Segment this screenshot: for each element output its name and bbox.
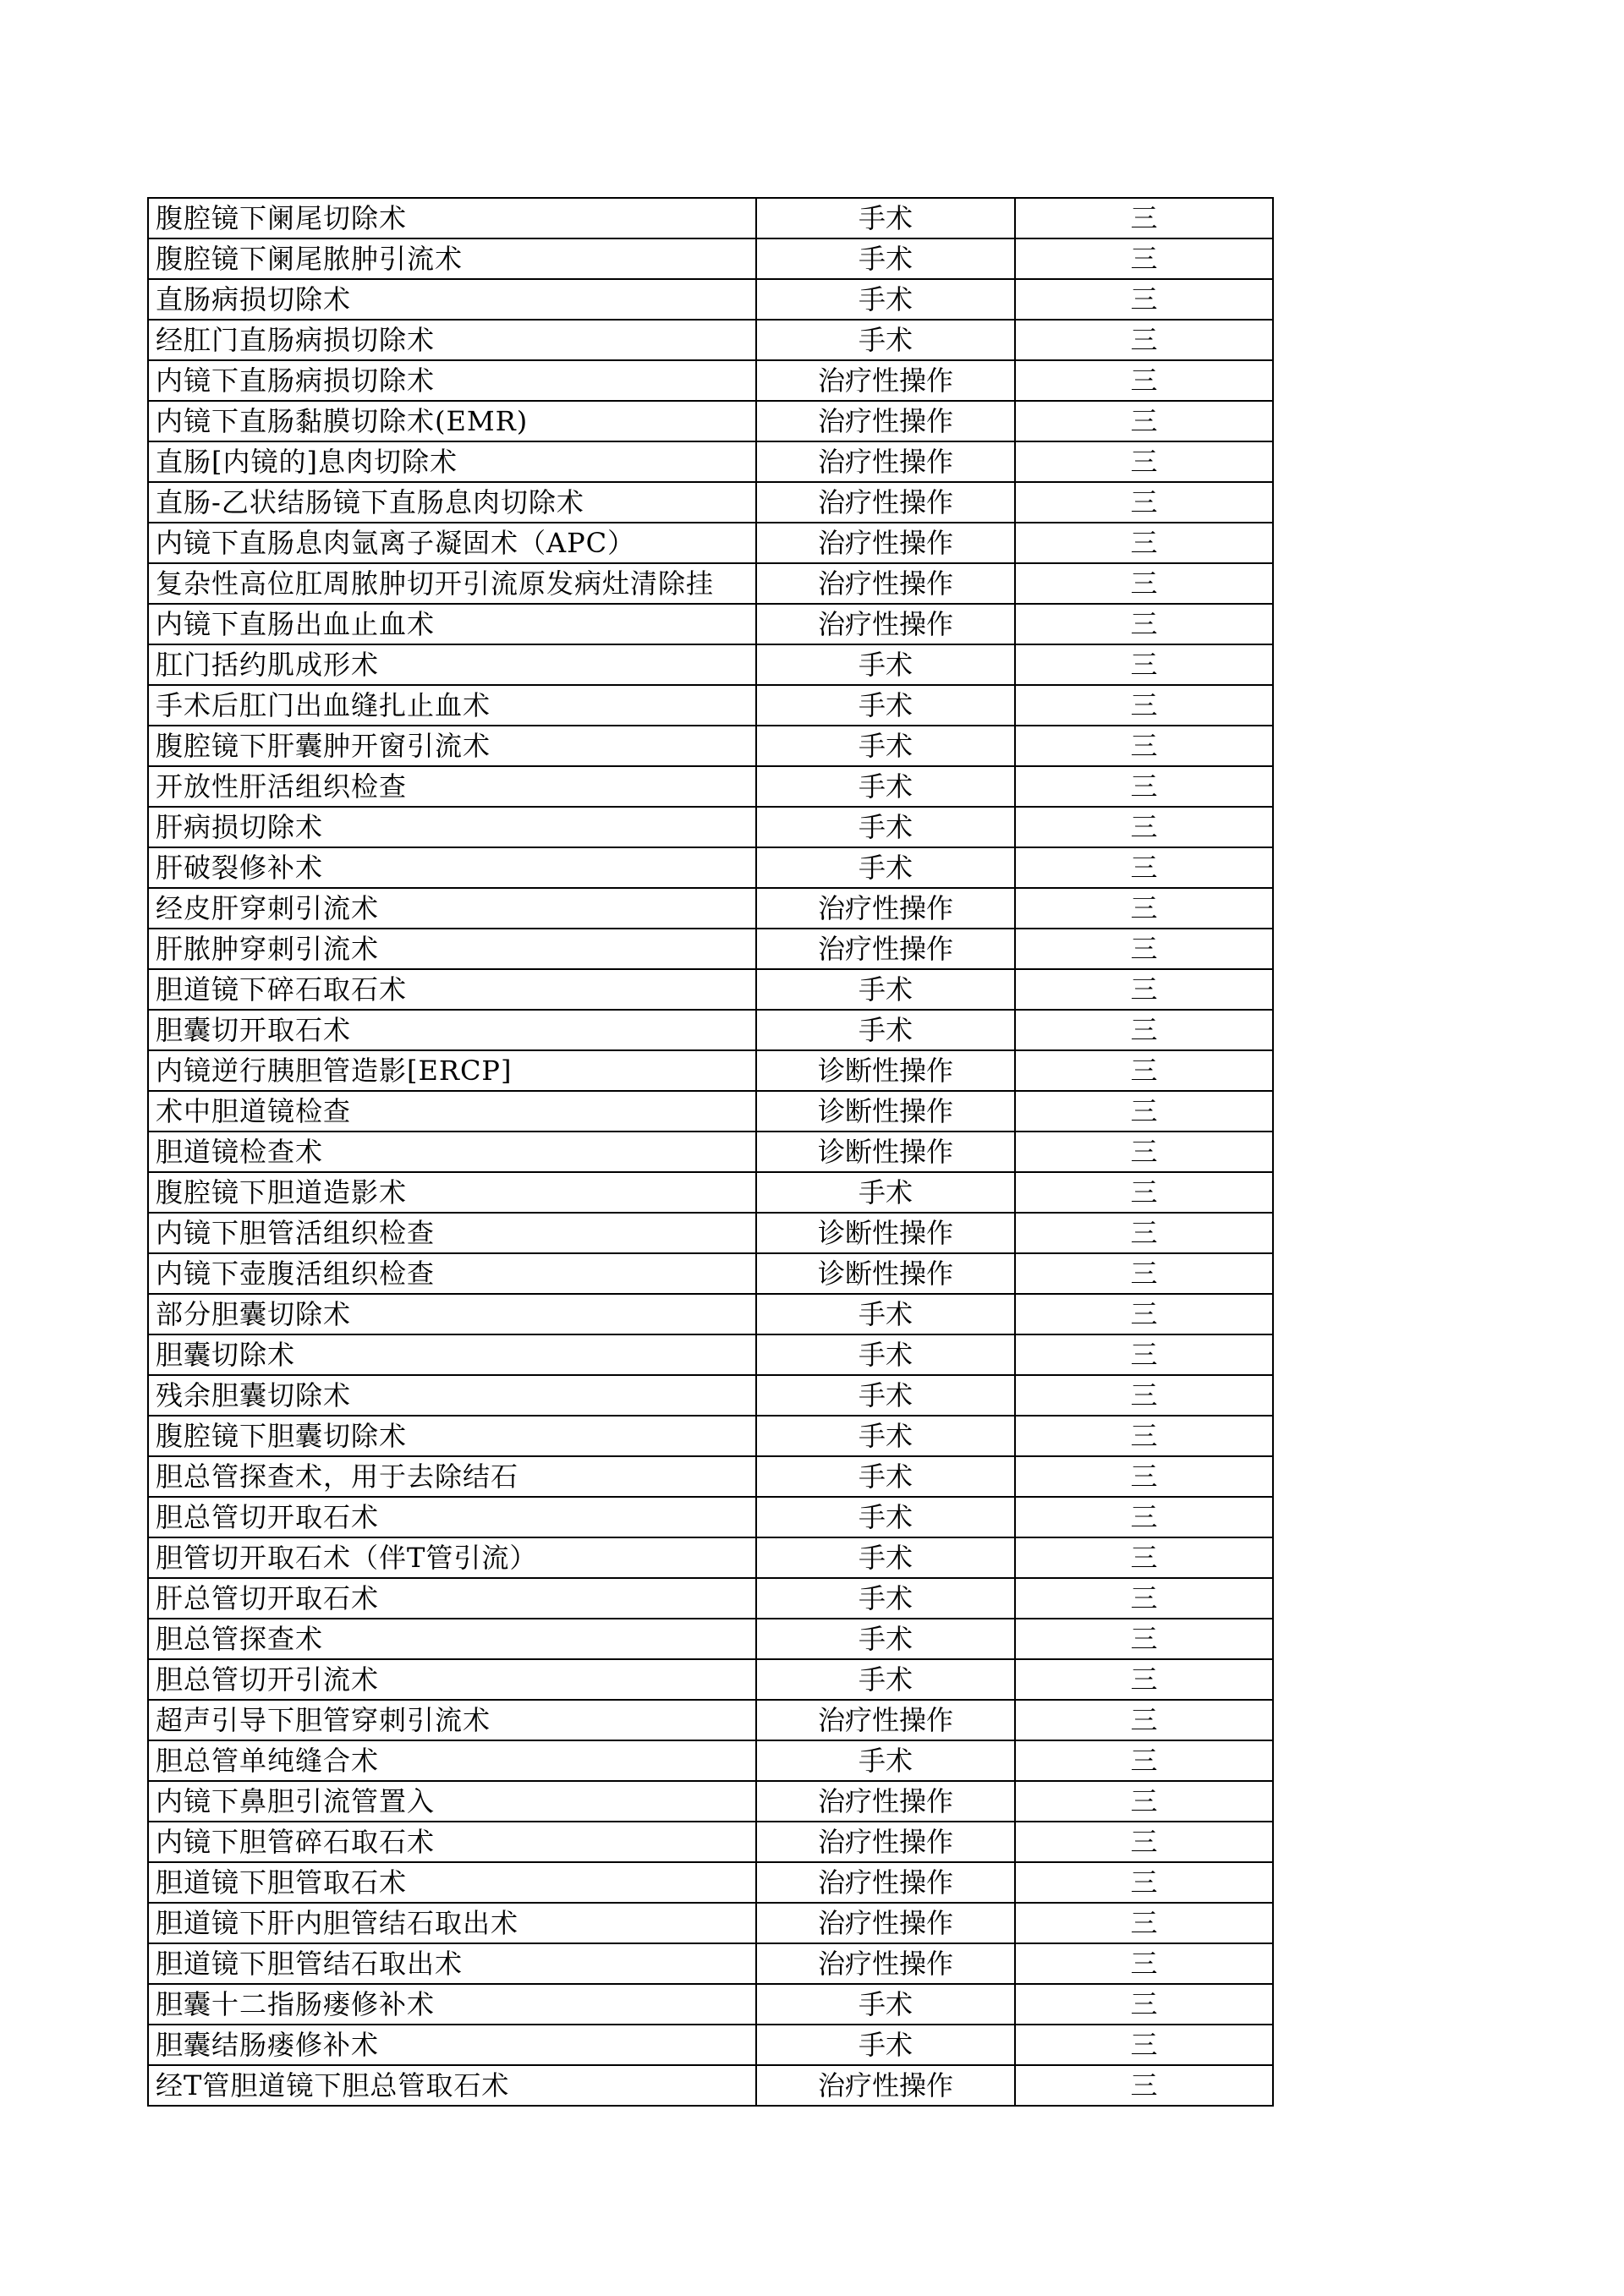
table-row	[148, 563, 1273, 604]
procedure-name-cell: 胆管切开取石术（伴T管引流）	[148, 1537, 756, 1578]
procedure-name-cell: 残余胆囊切除术	[148, 1375, 756, 1416]
procedure-level-cell: 三	[1015, 1375, 1273, 1416]
procedure-type-cell: 诊断性操作	[756, 1253, 1015, 1294]
procedure-name-cell: 肝脓肿穿刺引流术	[148, 929, 756, 969]
table-row	[148, 847, 1273, 888]
procedure-type-cell: 治疗性操作	[756, 523, 1015, 563]
procedure-type-cell: 手术	[756, 969, 1015, 1010]
table-row	[148, 929, 1273, 969]
procedure-type-cell: 治疗性操作	[756, 929, 1015, 969]
procedure-name-cell: 胆总管切开引流术	[148, 1659, 756, 1700]
procedure-type-cell: 治疗性操作	[756, 360, 1015, 401]
procedure-type-cell: 手术	[756, 644, 1015, 685]
procedure-type-cell: 治疗性操作	[756, 888, 1015, 929]
table-row	[148, 238, 1273, 279]
procedure-name-cell: 肝病损切除术	[148, 807, 756, 847]
table-row	[148, 1903, 1273, 1943]
procedure-level-cell: 三	[1015, 238, 1273, 279]
procedure-level-cell: 三	[1015, 1050, 1273, 1091]
procedure-type-cell: 手术	[756, 1984, 1015, 2025]
procedure-level-cell: 三	[1015, 1659, 1273, 1700]
procedure-name-cell: 内镜下胆管活组织检查	[148, 1213, 756, 1253]
procedure-name-cell: 腹腔镜下肝囊肿开窗引流术	[148, 726, 756, 766]
table-row	[148, 1659, 1273, 1700]
table-row	[148, 1294, 1273, 1334]
procedure-type-cell: 治疗性操作	[756, 1781, 1015, 1822]
procedure-name-cell: 腹腔镜下阑尾脓肿引流术	[148, 238, 756, 279]
procedure-type-cell: 治疗性操作	[756, 1822, 1015, 1862]
procedure-level-cell: 三	[1015, 1943, 1273, 1984]
table-row	[148, 1822, 1273, 1862]
procedure-name-cell: 经皮肝穿刺引流术	[148, 888, 756, 929]
table-row	[148, 1537, 1273, 1578]
procedure-type-cell: 手术	[756, 1619, 1015, 1659]
procedure-level-cell: 三	[1015, 1578, 1273, 1619]
table-row	[148, 1416, 1273, 1456]
procedure-level-cell: 三	[1015, 726, 1273, 766]
procedure-level-cell: 三	[1015, 401, 1273, 441]
procedure-table-body	[148, 198, 1273, 2106]
procedure-level-cell: 三	[1015, 563, 1273, 604]
procedure-level-cell: 三	[1015, 807, 1273, 847]
procedure-level-cell: 三	[1015, 1172, 1273, 1213]
procedure-name-cell: 胆道镜下肝内胆管结石取出术	[148, 1903, 756, 1943]
procedure-type-cell: 手术	[756, 1456, 1015, 1497]
procedure-name-cell: 胆道镜下胆管取石术	[148, 1862, 756, 1903]
procedure-type-cell: 手术	[756, 1294, 1015, 1334]
table-row	[148, 1781, 1273, 1822]
procedure-level-cell: 三	[1015, 1334, 1273, 1375]
procedure-name-cell: 开放性肝活组织检查	[148, 766, 756, 807]
procedure-type-cell: 手术	[756, 198, 1015, 238]
procedure-level-cell: 三	[1015, 1862, 1273, 1903]
procedure-name-cell: 肝破裂修补术	[148, 847, 756, 888]
procedure-name-cell: 胆总管单纯缝合术	[148, 1740, 756, 1781]
procedure-type-cell: 手术	[756, 1334, 1015, 1375]
procedure-type-cell: 手术	[756, 726, 1015, 766]
table-row	[148, 2025, 1273, 2065]
procedure-name-cell: 胆道镜下碎石取石术	[148, 969, 756, 1010]
procedure-name-cell: 胆道镜下胆管结石取出术	[148, 1943, 756, 1984]
procedure-name-cell: 腹腔镜下胆囊切除术	[148, 1416, 756, 1456]
table-row	[148, 441, 1273, 482]
table-row	[148, 401, 1273, 441]
procedure-type-cell: 手术	[756, 279, 1015, 320]
table-row	[148, 969, 1273, 1010]
table-row	[148, 1132, 1273, 1172]
procedure-name-cell: 内镜下胆管碎石取石术	[148, 1822, 756, 1862]
procedure-name-cell: 经T管胆道镜下胆总管取石术	[148, 2065, 756, 2106]
procedure-name-cell: 内镜下壶腹活组织检查	[148, 1253, 756, 1294]
procedure-type-cell: 手术	[756, 766, 1015, 807]
procedure-name-cell: 内镜下鼻胆引流管置入	[148, 1781, 756, 1822]
procedure-name-cell: 胆囊切开取石术	[148, 1010, 756, 1050]
procedure-type-cell: 治疗性操作	[756, 1700, 1015, 1740]
procedure-name-cell: 腹腔镜下阑尾切除术	[148, 198, 756, 238]
procedure-type-cell: 治疗性操作	[756, 2065, 1015, 2106]
procedure-level-cell: 三	[1015, 279, 1273, 320]
table-row	[148, 2065, 1273, 2106]
table-row	[148, 198, 1273, 238]
procedure-level-cell: 三	[1015, 320, 1273, 360]
procedure-type-cell: 手术	[756, 807, 1015, 847]
table-row	[148, 1578, 1273, 1619]
procedure-level-cell: 三	[1015, 604, 1273, 644]
procedure-type-cell: 诊断性操作	[756, 1091, 1015, 1132]
procedure-name-cell: 复杂性高位肛周脓肿切开引流原发病灶清除挂	[148, 563, 756, 604]
procedure-level-cell: 三	[1015, 2065, 1273, 2106]
table-row	[148, 1172, 1273, 1213]
procedure-type-cell: 手术	[756, 1537, 1015, 1578]
procedure-name-cell: 手术后肛门出血缝扎止血术	[148, 685, 756, 726]
procedure-name-cell: 胆道镜检查术	[148, 1132, 756, 1172]
procedure-level-cell: 三	[1015, 1497, 1273, 1537]
procedure-level-cell: 三	[1015, 685, 1273, 726]
procedure-level-cell: 三	[1015, 1984, 1273, 2025]
procedure-type-cell: 手术	[756, 1578, 1015, 1619]
procedure-type-cell: 手术	[756, 238, 1015, 279]
table-row	[148, 1253, 1273, 1294]
table-row	[148, 766, 1273, 807]
procedure-type-cell: 治疗性操作	[756, 1862, 1015, 1903]
procedure-name-cell: 内镜下直肠黏膜切除术(EMR)	[148, 401, 756, 441]
procedure-type-cell: 诊断性操作	[756, 1050, 1015, 1091]
procedure-level-cell: 三	[1015, 1091, 1273, 1132]
table-row	[148, 644, 1273, 685]
procedure-type-cell: 治疗性操作	[756, 604, 1015, 644]
procedure-name-cell: 术中胆道镜检查	[148, 1091, 756, 1132]
table-row	[148, 1456, 1273, 1497]
procedure-level-cell: 三	[1015, 1010, 1273, 1050]
procedure-name-cell: 直肠[内镜的]息肉切除术	[148, 441, 756, 482]
table-row	[148, 1050, 1273, 1091]
procedure-type-cell: 治疗性操作	[756, 1943, 1015, 1984]
procedure-level-cell: 三	[1015, 2025, 1273, 2065]
procedure-level-cell: 三	[1015, 1822, 1273, 1862]
procedure-name-cell: 内镜下直肠出血止血术	[148, 604, 756, 644]
procedure-name-cell: 胆总管切开取石术	[148, 1497, 756, 1537]
procedure-name-cell: 胆囊结肠瘘修补术	[148, 2025, 756, 2065]
procedure-type-cell: 治疗性操作	[756, 441, 1015, 482]
table-row	[148, 320, 1273, 360]
procedure-level-cell: 三	[1015, 198, 1273, 238]
procedure-level-cell: 三	[1015, 1132, 1273, 1172]
procedure-type-cell: 手术	[756, 847, 1015, 888]
procedure-name-cell: 经肛门直肠病损切除术	[148, 320, 756, 360]
table-row	[148, 1943, 1273, 1984]
procedure-level-cell: 三	[1015, 888, 1273, 929]
procedure-type-cell: 手术	[756, 320, 1015, 360]
procedure-name-cell: 腹腔镜下胆道造影术	[148, 1172, 756, 1213]
table-row	[148, 1619, 1273, 1659]
procedure-type-cell: 手术	[756, 1375, 1015, 1416]
table-row	[148, 807, 1273, 847]
procedure-level-cell: 三	[1015, 1416, 1273, 1456]
procedure-type-cell: 治疗性操作	[756, 401, 1015, 441]
table-row	[148, 604, 1273, 644]
procedure-name-cell: 内镜下直肠息肉氩离子凝固术（APC）	[148, 523, 756, 563]
procedure-level-cell: 三	[1015, 1253, 1273, 1294]
procedure-type-cell: 手术	[756, 1172, 1015, 1213]
table-row	[148, 279, 1273, 320]
procedure-level-cell: 三	[1015, 929, 1273, 969]
procedure-name-cell: 部分胆囊切除术	[148, 1294, 756, 1334]
procedure-type-cell: 手术	[756, 1659, 1015, 1700]
procedure-type-cell: 手术	[756, 1740, 1015, 1781]
table-row	[148, 1700, 1273, 1740]
table-row	[148, 1984, 1273, 2025]
procedure-name-cell: 直肠病损切除术	[148, 279, 756, 320]
procedure-name-cell: 内镜下直肠病损切除术	[148, 360, 756, 401]
procedure-type-cell: 诊断性操作	[756, 1213, 1015, 1253]
procedure-level-cell: 三	[1015, 1619, 1273, 1659]
procedure-level-cell: 三	[1015, 1903, 1273, 1943]
table-row	[148, 888, 1273, 929]
procedure-type-cell: 手术	[756, 1416, 1015, 1456]
table-row	[148, 1091, 1273, 1132]
procedure-level-cell: 三	[1015, 969, 1273, 1010]
procedure-level-cell: 三	[1015, 644, 1273, 685]
table-row	[148, 523, 1273, 563]
procedure-level-cell: 三	[1015, 360, 1273, 401]
procedure-level-cell: 三	[1015, 847, 1273, 888]
procedure-name-cell: 肝总管切开取石术	[148, 1578, 756, 1619]
procedure-type-cell: 治疗性操作	[756, 1903, 1015, 1943]
procedure-type-cell: 治疗性操作	[756, 563, 1015, 604]
table-row	[148, 726, 1273, 766]
table-row	[148, 1497, 1273, 1537]
procedure-level-cell: 三	[1015, 1700, 1273, 1740]
procedure-type-cell: 诊断性操作	[756, 1132, 1015, 1172]
table-row	[148, 1740, 1273, 1781]
procedure-level-cell: 三	[1015, 482, 1273, 523]
procedure-name-cell: 内镜逆行胰胆管造影[ERCP]	[148, 1050, 756, 1091]
procedure-level-cell: 三	[1015, 1537, 1273, 1578]
procedure-table	[147, 197, 1274, 2107]
table-row	[148, 1334, 1273, 1375]
table-row	[148, 1375, 1273, 1416]
procedure-level-cell: 三	[1015, 523, 1273, 563]
procedure-level-cell: 三	[1015, 1740, 1273, 1781]
procedure-level-cell: 三	[1015, 1213, 1273, 1253]
procedure-type-cell: 手术	[756, 1010, 1015, 1050]
procedure-level-cell: 三	[1015, 1781, 1273, 1822]
procedure-name-cell: 肛门括约肌成形术	[148, 644, 756, 685]
procedure-type-cell: 治疗性操作	[756, 482, 1015, 523]
procedure-level-cell: 三	[1015, 766, 1273, 807]
procedure-name-cell: 直肠-乙状结肠镜下直肠息肉切除术	[148, 482, 756, 523]
procedure-name-cell: 胆总管探查术，用于去除结石	[148, 1456, 756, 1497]
table-row	[148, 685, 1273, 726]
procedure-name-cell: 胆囊十二指肠瘘修补术	[148, 1984, 756, 2025]
table-row	[148, 1862, 1273, 1903]
procedure-level-cell: 三	[1015, 441, 1273, 482]
procedure-type-cell: 手术	[756, 1497, 1015, 1537]
procedure-type-cell: 手术	[756, 685, 1015, 726]
table-row	[148, 1010, 1273, 1050]
procedure-name-cell: 胆总管探查术	[148, 1619, 756, 1659]
procedure-type-cell: 手术	[756, 2025, 1015, 2065]
procedure-level-cell: 三	[1015, 1456, 1273, 1497]
procedure-name-cell: 胆囊切除术	[148, 1334, 756, 1375]
table-row	[148, 360, 1273, 401]
procedure-name-cell: 超声引导下胆管穿刺引流术	[148, 1700, 756, 1740]
table-row	[148, 1213, 1273, 1253]
procedure-level-cell: 三	[1015, 1294, 1273, 1334]
table-row	[148, 482, 1273, 523]
